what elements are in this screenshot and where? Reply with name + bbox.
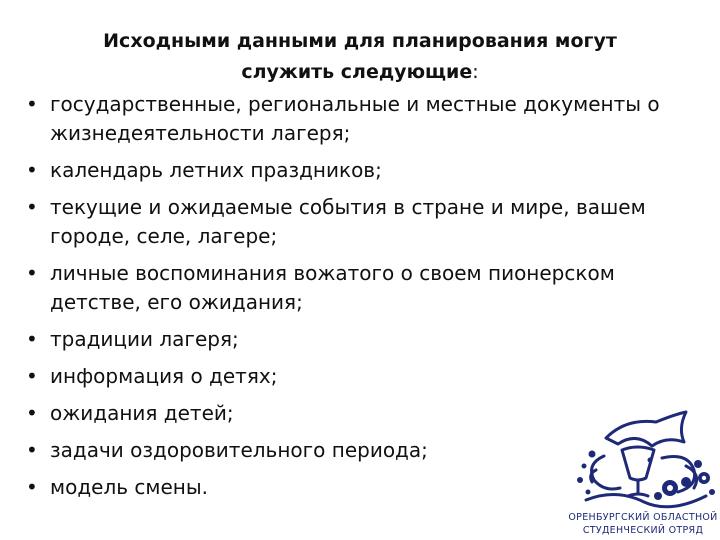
bullet-icon: • — [26, 475, 38, 499]
list-item-text: традиции лагеря; — [50, 327, 239, 351]
student-brigade-logo-icon — [566, 408, 720, 512]
heading-line-2-text: служить следующие — [241, 61, 473, 83]
bullet-icon: • — [26, 261, 38, 285]
bullet-icon: • — [26, 401, 38, 425]
list-item-text: государственные, региональные и местные документы о жизнедеятельности лагеря; — [50, 92, 660, 145]
bullet-icon: • — [26, 158, 38, 182]
bullet-icon: • — [26, 364, 38, 388]
slide-heading — [30, 26, 690, 88]
bullet-icon: • — [26, 195, 38, 219]
list-item-text: задачи оздоровительного периода; — [50, 438, 428, 462]
list-item — [26, 193, 666, 251]
logo-text-line-1: ОРЕНБУРГСКИЙ ОБЛАСТНОЙ — [568, 512, 718, 523]
list-item — [26, 325, 666, 354]
list-item-text: личные воспоминания вожатого о своем пионерском детстве, его ожидания; — [50, 261, 615, 314]
list-item — [26, 90, 666, 148]
list-item-text: ожидания детей; — [50, 401, 234, 425]
list-item-text: текущие и ожидаемые события в стране и мире, вашем городе, селе, лагере; — [50, 195, 646, 248]
list-item-text: информация о детях; — [50, 364, 278, 388]
organization-logo — [566, 408, 720, 540]
heading-colon: : — [472, 61, 479, 83]
bullet-icon: • — [26, 327, 38, 351]
heading-line-2 — [30, 57, 690, 88]
list-item — [26, 362, 666, 391]
list-item-text: календарь летних праздников; — [50, 158, 382, 182]
logo-text-line-2: СТУДЕНЧЕСКИЙ ОТРЯД — [582, 525, 704, 536]
bullet-icon: • — [26, 438, 38, 462]
list-item — [26, 156, 666, 185]
list-item — [26, 259, 666, 317]
bullet-icon: • — [26, 92, 38, 116]
list-item-text: модель смены. — [50, 475, 208, 499]
heading-line-1: Исходными данными для планирования могут — [103, 30, 617, 52]
